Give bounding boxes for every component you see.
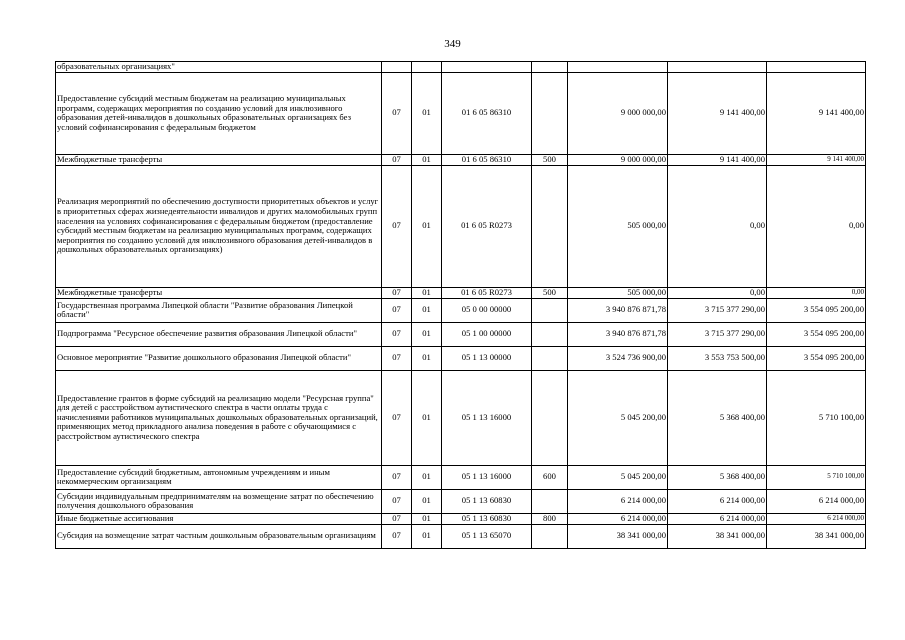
amount-year3-cell: 0,00 [767, 165, 866, 287]
amount-year3-cell [767, 62, 866, 73]
subsection-code-cell: 01 [412, 322, 442, 346]
amount-year3-cell: 5 710 100,00 [767, 370, 866, 465]
section-code-cell: 07 [382, 513, 412, 524]
expense-type-cell: 500 [532, 287, 568, 298]
target-article-cell: 01 6 05 R0273 [442, 287, 532, 298]
target-article-cell: 05 1 00 00000 [442, 322, 532, 346]
amount-year1-cell: 505 000,00 [568, 287, 668, 298]
target-article-cell: 01 6 05 86310 [442, 72, 532, 154]
expense-type-cell [532, 346, 568, 370]
amount-year3-cell: 0,00 [767, 287, 866, 298]
section-code-cell: 07 [382, 370, 412, 465]
subsection-code-cell: 01 [412, 346, 442, 370]
subsection-code-cell: 01 [412, 524, 442, 548]
row-name-cell: Межбюджетные трансферты [56, 287, 382, 298]
target-article-cell: 01 6 05 86310 [442, 154, 532, 165]
table-row [56, 62, 866, 73]
subsection-code-cell: 01 [412, 298, 442, 322]
amount-year2-cell: 3 553 753 500,00 [668, 346, 767, 370]
table-row [56, 72, 866, 154]
subsection-code-cell: 01 [412, 154, 442, 165]
subsection-code-cell: 01 [412, 513, 442, 524]
amount-year1-cell [568, 62, 668, 73]
target-article-cell: 05 0 00 00000 [442, 298, 532, 322]
section-code-cell: 07 [382, 346, 412, 370]
table-row [56, 287, 866, 298]
amount-year2-cell: 5 368 400,00 [668, 370, 767, 465]
subsection-code-cell: 01 [412, 287, 442, 298]
expense-type-cell [532, 165, 568, 287]
amount-year3-cell: 3 554 095 200,00 [767, 322, 866, 346]
amount-year1-cell: 505 000,00 [568, 165, 668, 287]
table-row [56, 524, 866, 548]
expense-type-cell [532, 370, 568, 465]
section-code-cell: 07 [382, 489, 412, 513]
amount-year1-cell: 9 000 000,00 [568, 72, 668, 154]
target-article-cell: 05 1 13 16000 [442, 370, 532, 465]
amount-year3-cell: 3 554 095 200,00 [767, 346, 866, 370]
subsection-code-cell: 01 [412, 465, 442, 489]
target-article-cell: 05 1 13 00000 [442, 346, 532, 370]
table-row [56, 370, 866, 465]
subsection-code-cell: 01 [412, 489, 442, 513]
row-name-cell: Субсидия на возмещение затрат частным дошкольным образовательным организациям [56, 524, 382, 548]
amount-year3-cell: 9 141 400,00 [767, 72, 866, 154]
amount-year2-cell: 0,00 [668, 287, 767, 298]
table-row [56, 346, 866, 370]
table-row [56, 322, 866, 346]
target-article-cell: 01 6 05 R0273 [442, 165, 532, 287]
table-row [56, 165, 866, 287]
amount-year1-cell: 5 045 200,00 [568, 370, 668, 465]
amount-year1-cell: 6 214 000,00 [568, 489, 668, 513]
target-article-cell [442, 62, 532, 73]
subsection-code-cell: 01 [412, 72, 442, 154]
amount-year1-cell: 3 524 736 900,00 [568, 346, 668, 370]
page-number: 349 [444, 38, 461, 50]
budget-table [55, 61, 866, 549]
table-row [56, 513, 866, 524]
section-code-cell: 07 [382, 322, 412, 346]
subsection-code-cell [412, 62, 442, 73]
row-name-cell: Государственная программа Липецкой области "Развитие образования Липецкой области" [56, 298, 382, 322]
section-code-cell: 07 [382, 298, 412, 322]
amount-year3-cell: 3 554 095 200,00 [767, 298, 866, 322]
amount-year2-cell: 5 368 400,00 [668, 465, 767, 489]
amount-year2-cell [668, 62, 767, 73]
expense-type-cell [532, 62, 568, 73]
amount-year2-cell: 6 214 000,00 [668, 489, 767, 513]
row-name-cell: Предоставление субсидий местным бюджетам на реализацию муниципальных программ, содержащих мероприятия по созданию условий для инклюзивного образования детей-инвалидов в дошкольных образовательных организациях без условий софинансирования с федеральным бюджетом [56, 72, 382, 154]
target-article-cell: 05 1 13 60830 [442, 513, 532, 524]
section-code-cell: 07 [382, 524, 412, 548]
row-name-cell: образовательных организациях" [56, 62, 382, 73]
amount-year1-cell: 3 940 876 871,78 [568, 322, 668, 346]
section-code-cell: 07 [382, 287, 412, 298]
expense-type-cell: 800 [532, 513, 568, 524]
amount-year3-cell: 5 710 100,00 [767, 465, 866, 489]
expense-type-cell: 500 [532, 154, 568, 165]
row-name-cell: Реализация мероприятий по обеспечению доступности приоритетных объектов и услуг в приоритетных сферах жизнедеятельности инвалидов и других маломобильных групп населения на условиях софинансирования с федеральным бюджетом (предоставление субсидий местным бюджетам на реализацию муниципальных программ, содержащих мероприятия по созданию условий для инклюзивного образования детей-инвалидов в дошкольных образовательных организациях) [56, 165, 382, 287]
row-name-cell: Подпрограмма "Ресурсное обеспечение развития образования Липецкой области" [56, 322, 382, 346]
amount-year1-cell: 5 045 200,00 [568, 465, 668, 489]
section-code-cell: 07 [382, 72, 412, 154]
amount-year2-cell: 38 341 000,00 [668, 524, 767, 548]
amount-year1-cell: 38 341 000,00 [568, 524, 668, 548]
row-name-cell: Межбюджетные трансферты [56, 154, 382, 165]
table-row [56, 298, 866, 322]
table-row [56, 154, 866, 165]
target-article-cell: 05 1 13 60830 [442, 489, 532, 513]
amount-year2-cell: 9 141 400,00 [668, 154, 767, 165]
amount-year1-cell: 6 214 000,00 [568, 513, 668, 524]
amount-year3-cell: 6 214 000,00 [767, 489, 866, 513]
amount-year3-cell: 6 214 000,00 [767, 513, 866, 524]
table-row [56, 465, 866, 489]
target-article-cell: 05 1 13 65070 [442, 524, 532, 548]
amount-year2-cell: 6 214 000,00 [668, 513, 767, 524]
amount-year1-cell: 3 940 876 871,78 [568, 298, 668, 322]
target-article-cell: 05 1 13 16000 [442, 465, 532, 489]
subsection-code-cell: 01 [412, 370, 442, 465]
row-name-cell: Предоставление грантов в форме субсидий на реализацию модели "Ресурсная группа" для детей с расстройством аутистического спектра в части оплаты труда с начислениями работников муниципальных дошкольных образовательных организаций, применяющих метод прикладного анализа поведения в работе с обучающимися с расстройством аутистического спектра [56, 370, 382, 465]
expense-type-cell [532, 489, 568, 513]
amount-year1-cell: 9 000 000,00 [568, 154, 668, 165]
section-code-cell: 07 [382, 465, 412, 489]
row-name-cell: Иные бюджетные ассигнования [56, 513, 382, 524]
expense-type-cell [532, 322, 568, 346]
section-code-cell: 07 [382, 165, 412, 287]
expense-type-cell [532, 298, 568, 322]
row-name-cell: Основное мероприятие "Развитие дошкольного образования Липецкой области" [56, 346, 382, 370]
amount-year2-cell: 9 141 400,00 [668, 72, 767, 154]
section-code-cell [382, 62, 412, 73]
amount-year2-cell: 3 715 377 290,00 [668, 322, 767, 346]
expense-type-cell: 600 [532, 465, 568, 489]
expense-type-cell [532, 72, 568, 154]
table-row [56, 489, 866, 513]
amount-year2-cell: 0,00 [668, 165, 767, 287]
amount-year2-cell: 3 715 377 290,00 [668, 298, 767, 322]
section-code-cell: 07 [382, 154, 412, 165]
amount-year3-cell: 38 341 000,00 [767, 524, 866, 548]
amount-year3-cell: 9 141 400,00 [767, 154, 866, 165]
subsection-code-cell: 01 [412, 165, 442, 287]
expense-type-cell [532, 524, 568, 548]
row-name-cell: Субсидии индивидуальным предпринимателям на возмещение затрат по обеспечению получения дошкольного образования [56, 489, 382, 513]
row-name-cell: Предоставление субсидий бюджетным, автономным учреждениям и иным некоммерческим организациям [56, 465, 382, 489]
